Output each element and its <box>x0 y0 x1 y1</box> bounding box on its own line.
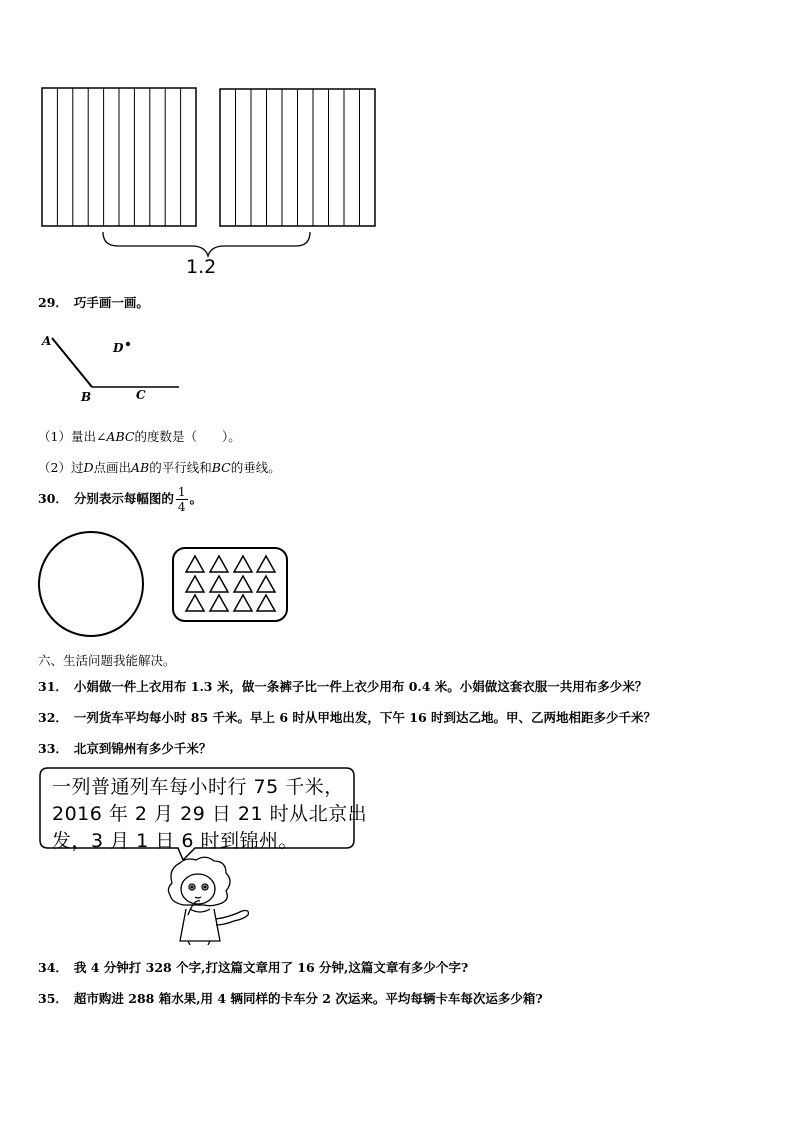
question-number: 33． <box>38 741 68 756</box>
question-text: 我 4 分钟打 328 个字,打这篇文章用了 16 分钟,这篇文章有多少个字? <box>73 960 469 975</box>
question-text: 北京到锦州有多少千米？ <box>73 741 212 756</box>
curly-brace <box>103 232 310 256</box>
bubble-line-2: 2016 年 2 月 29 日 21 时从北京出 <box>52 803 368 825</box>
angle-notation: ∠ABC <box>95 429 135 444</box>
question-31 <box>38 677 647 695</box>
question-text: 一列货车平均每小时 85 千米。早上 6 时从甲地出发，下午 16 时到达乙地。甲、乙两地相距多少千米？ <box>73 710 657 725</box>
q29-subquestion-1: （1）量出∠ABC的度数是（ ）。 <box>38 429 241 444</box>
fraction-one-quarter: $\frac{1}{4}$ <box>177 485 186 514</box>
section-6-title: 六、生活问题我能解决。 <box>38 653 176 668</box>
question-number: 30． <box>38 491 68 506</box>
girl-illustration <box>160 855 260 945</box>
question-32 <box>38 708 656 726</box>
brace-label: 1.2 <box>186 256 217 278</box>
question-text: 分别表示每幅图的 <box>73 491 174 506</box>
triangles-grid <box>186 556 275 611</box>
question-34 <box>38 958 468 976</box>
question-number: 34． <box>38 960 68 975</box>
question-29 <box>38 293 149 311</box>
label-c: C <box>136 388 146 402</box>
question-33 <box>38 739 211 757</box>
label-b: B <box>81 390 92 404</box>
ray-ba <box>52 338 92 387</box>
decimal-strips-figure <box>0 0 794 290</box>
question-text: 超市购进 288 箱水果,用 4 辆同样的卡车分 2 次运来。平均每辆卡车每次运多少箱? <box>73 991 543 1006</box>
circle-figure <box>39 532 143 636</box>
question-number: 35． <box>38 991 68 1006</box>
q29-subquestion-2: （2）过D点画出AB的平行线和BC的垂线。 <box>38 460 281 475</box>
question-number: 29． <box>38 295 68 310</box>
strip-rect-right <box>220 89 375 226</box>
q30-figures <box>0 525 320 645</box>
question-text: 小娟做一件上衣用布 1.3 米，做一条裤子比一件上衣少用布 0.4 米。小娟做这套衣服一共用布多少米？ <box>73 679 648 694</box>
question-text: 巧手画一画。 <box>73 295 149 310</box>
bubble-line-1: 一列普通列车每小时行 75 千米， <box>52 776 344 798</box>
question-30: 30． 分别表示每幅图的 $\frac{1}{4}$ 。 <box>38 485 203 514</box>
question-number: 32． <box>38 710 68 725</box>
label-a: A <box>42 334 52 348</box>
question-number: 31． <box>38 679 68 694</box>
bubble-line-3: 发，3 月 1 日 6 时到锦州。 <box>52 830 298 852</box>
point-d <box>126 342 130 346</box>
label-d: D <box>113 341 124 355</box>
strip-rect-left <box>42 88 196 226</box>
question-35 <box>38 989 543 1007</box>
